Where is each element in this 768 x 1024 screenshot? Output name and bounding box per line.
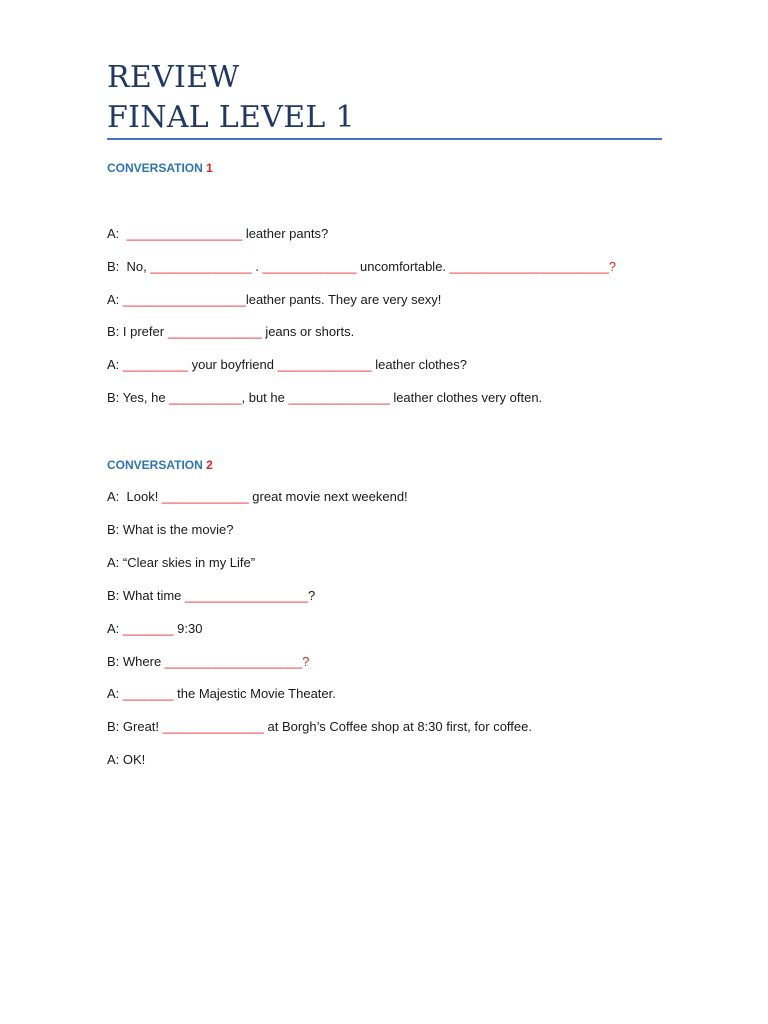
c1-l5-text-c: your boyfriend bbox=[187, 357, 278, 372]
c2-l1-text-a: A: Look! bbox=[107, 489, 162, 504]
c1-l3-blank-1: _________________ bbox=[122, 292, 246, 307]
c2-l8-blank-1: ______________ bbox=[162, 719, 264, 734]
c2-line-3 bbox=[107, 555, 255, 570]
c2-line-7 bbox=[107, 686, 336, 701]
c1-l3-text-c: leather pants. They are very sexy! bbox=[245, 292, 442, 307]
c1-l6-blank-2: ______________ bbox=[288, 390, 390, 405]
c2-l6-blank-1: ___________________ bbox=[164, 654, 303, 669]
conversation-1-heading-label: CONVERSATION bbox=[107, 161, 207, 175]
title-line-1: REVIEW bbox=[107, 60, 240, 95]
c1-l2-blank-2: _____________ bbox=[262, 259, 357, 274]
c2-l4-text-a: B: What time bbox=[107, 588, 186, 603]
c2-l3-text-a: A: “Clear skies in my Life” bbox=[107, 555, 256, 570]
c1-line-2 bbox=[107, 259, 616, 274]
conversation-2-heading-label: CONVERSATION bbox=[107, 458, 207, 472]
c1-l4-blank-1: _____________ bbox=[167, 324, 262, 339]
c1-l6-text-d: leather clothes very often. bbox=[389, 390, 543, 405]
page-title bbox=[107, 58, 355, 138]
c1-l1-text-a: A: bbox=[107, 226, 127, 241]
c1-line-1 bbox=[107, 226, 328, 241]
c2-l6-text-a: B: Where bbox=[107, 654, 165, 669]
c2-l7-text-a: A: bbox=[107, 686, 123, 701]
c1-l5-blank-1: _________ bbox=[122, 357, 188, 372]
c2-l5-text-a: A: bbox=[107, 621, 123, 636]
c1-l6-blank-1: __________ bbox=[169, 390, 242, 405]
c1-l1-blank-1: ________________ bbox=[126, 226, 243, 241]
c1-l2-text-c: . bbox=[251, 259, 263, 274]
conversation-2-number: 2 bbox=[206, 458, 213, 472]
c1-l5-blank-2: _____________ bbox=[277, 357, 372, 372]
c1-l2-text-d: uncomfortable. bbox=[356, 259, 450, 274]
c1-line-5 bbox=[107, 357, 467, 372]
c2-l7-text-c: the Majestic Movie Theater. bbox=[173, 686, 336, 701]
title-line-2: FINAL LEVEL 1 bbox=[107, 100, 355, 135]
c1-l2-blank-1: ______________ bbox=[150, 259, 252, 274]
c1-l2-question-mark: ? bbox=[608, 259, 616, 274]
c2-line-4 bbox=[107, 588, 315, 603]
c2-line-1 bbox=[107, 489, 408, 504]
c1-l4-text-a: B: I prefer bbox=[107, 324, 168, 339]
c1-l6-text-c: , but he bbox=[241, 390, 289, 405]
c2-l5-blank-1: _______ bbox=[122, 621, 174, 636]
c1-l4-text-c: jeans or shorts. bbox=[261, 324, 355, 339]
c2-line-6 bbox=[107, 654, 309, 669]
c1-l2-blank-3: ______________________ bbox=[449, 259, 609, 274]
c2-line-2 bbox=[107, 522, 233, 537]
c2-line-9 bbox=[107, 752, 145, 767]
conversation-2-heading bbox=[107, 458, 213, 472]
conversation-1-number: 1 bbox=[206, 161, 213, 175]
c1-line-3 bbox=[107, 292, 441, 307]
c2-l6-question-mark: ? bbox=[302, 654, 310, 669]
c2-l1-blank-1: ____________ bbox=[161, 489, 249, 504]
c2-l7-blank-1: _______ bbox=[122, 686, 174, 701]
c2-line-5 bbox=[107, 621, 202, 636]
c1-line-6 bbox=[107, 390, 542, 405]
c2-l8-text-c: at Borgh’s Coffee shop at 8:30 first, for coffee. bbox=[263, 719, 532, 734]
c1-l5-text-a: A: bbox=[107, 357, 123, 372]
c2-l4-blank-1: _________________ bbox=[185, 588, 308, 603]
c2-l8-text-a: B: Great! bbox=[107, 719, 163, 734]
c2-line-8 bbox=[107, 719, 532, 734]
conversation-1-heading bbox=[107, 161, 213, 175]
c1-l3-text-a: A: bbox=[107, 292, 123, 307]
c1-l1-text-c: leather pants? bbox=[242, 226, 329, 241]
c1-line-4 bbox=[107, 324, 354, 339]
c2-l2-text-a: B: What is the movie? bbox=[107, 522, 234, 537]
c2-l4-text-c: ? bbox=[307, 588, 316, 603]
c2-l5-text-c: 9:30 bbox=[173, 621, 203, 636]
c2-l1-text-c: great movie next weekend! bbox=[248, 489, 408, 504]
c1-l5-text-d: leather clothes? bbox=[371, 357, 467, 372]
c2-l9-text-a: A: OK! bbox=[107, 752, 146, 767]
c1-l6-text-a: B: Yes, he bbox=[107, 390, 170, 405]
title-divider bbox=[107, 138, 662, 140]
c1-l2-text-a: B: No, bbox=[107, 259, 151, 274]
